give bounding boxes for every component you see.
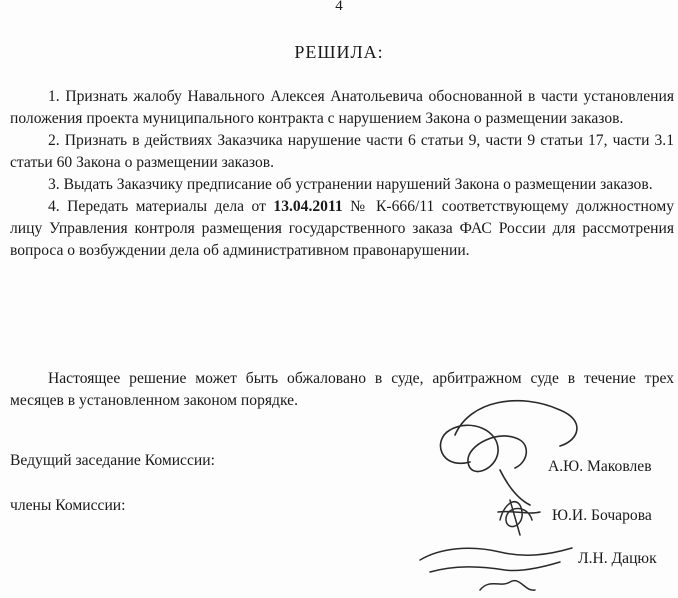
member-signature-2 bbox=[420, 548, 572, 590]
chair-signature bbox=[440, 401, 576, 505]
case-sign: № bbox=[350, 198, 369, 215]
member-name-2: Л.Н. Дацюк bbox=[578, 550, 657, 567]
member-name-1: Ю.И. Бочарова bbox=[552, 507, 652, 524]
decision-number: 2. bbox=[48, 132, 60, 149]
case-date: 13.04.2011 bbox=[273, 198, 343, 215]
member-signature-1 bbox=[498, 500, 540, 535]
decision-text: Выдать Заказчику предписание об устранении нарушений Закона о размещении заказов. bbox=[63, 176, 653, 193]
page-number: 4 bbox=[335, 0, 343, 14]
decision-text-after: соответствующему должностному лицу Управления контроля размещения государственного заказа ФАС России для рассмотрения вопроса о возбуждении дела об административном правонарушении. bbox=[10, 198, 674, 259]
decision-item-4 bbox=[10, 196, 674, 262]
decision-number: 4. bbox=[48, 198, 60, 215]
chair-name: А.Ю. Маковлев bbox=[548, 458, 652, 475]
members-label: члены Комиссии: bbox=[10, 497, 126, 514]
decision-number: 1. bbox=[48, 88, 60, 105]
chair-label: Ведущий заседание Комиссии: bbox=[10, 452, 215, 469]
decision-item-1 bbox=[10, 86, 674, 130]
decision-text-before: Передать материалы дела от bbox=[67, 198, 266, 215]
case-number: К-666/11 bbox=[376, 198, 435, 215]
decision-list bbox=[10, 86, 674, 262]
decision-heading: РЕШИЛА: bbox=[294, 42, 384, 62]
decision-number: 3. bbox=[48, 176, 60, 193]
decision-text: Признать жалобу Навального Алексея Анатольевича обоснованной в части установления положения проекта муниципального контракта с нарушением Закона о размещении заказов. bbox=[10, 88, 674, 127]
appeal-notice: Настоящее решение может быть обжаловано в суде, арбитражном суде в течение трех месяцев в установленном законом порядке. bbox=[10, 370, 674, 409]
decision-item-2 bbox=[10, 130, 674, 174]
decision-text: Признать в действиях Заказчика нарушение части 6 статьи 9, части 9 статьи 17, части 3.1 статьи 60 Закона о размещении заказов. bbox=[10, 132, 674, 171]
decision-item-3 bbox=[10, 174, 674, 196]
